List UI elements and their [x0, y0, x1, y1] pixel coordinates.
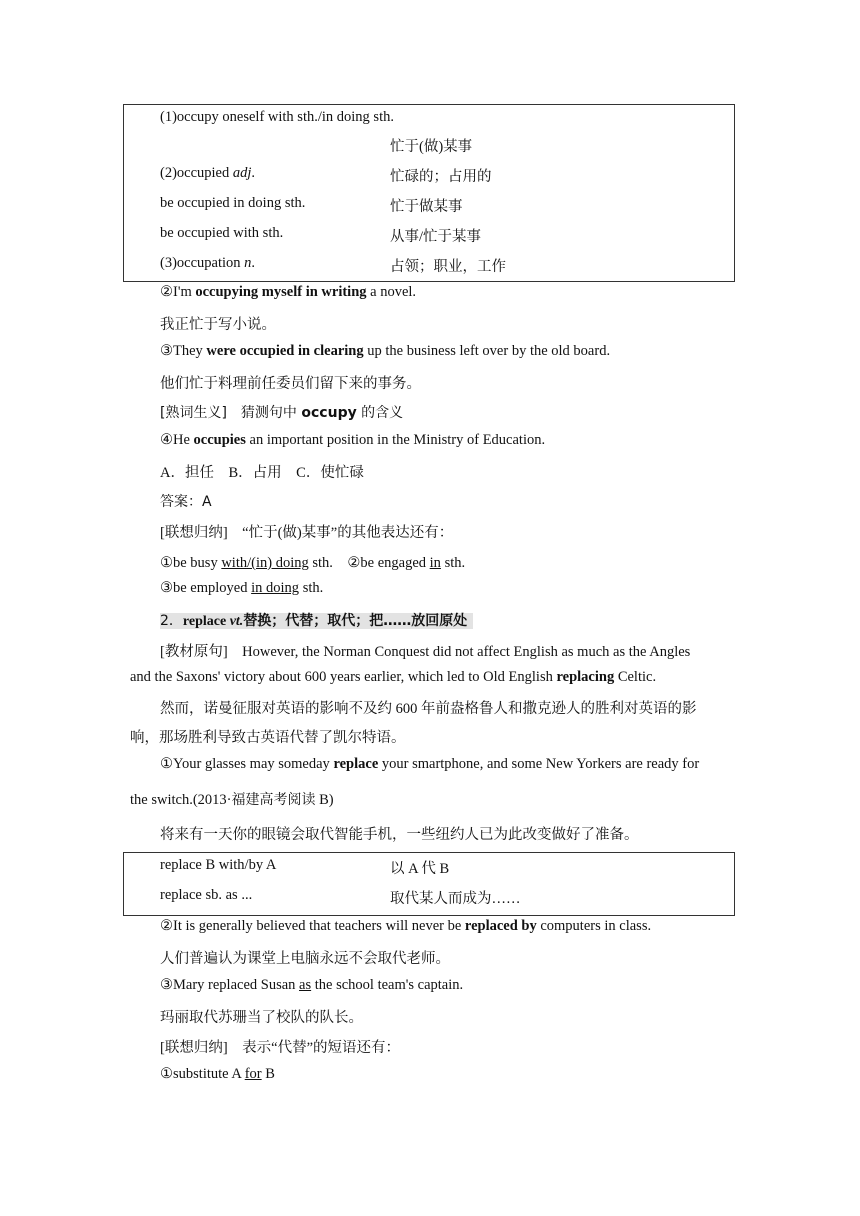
- phr1-c: sth.: [440, 555, 466, 571]
- phr2-underline: in doing: [251, 580, 300, 596]
- replace-example-1: [160, 756, 699, 773]
- lianxiang-heading-1: [160, 521, 453, 542]
- box-row-6-pos: n: [244, 255, 252, 271]
- answer: 答案：A: [160, 494, 212, 510]
- translation-line-2: 响，那场胜利导致古英语代替了凯尔特语。: [130, 730, 406, 746]
- box2-row-1-en: replace B with/by A: [160, 857, 277, 873]
- replace-example-3: [160, 977, 463, 994]
- choices: A．担任 B．占用 C．使忙碌: [160, 465, 364, 481]
- replace-example-2: [160, 918, 651, 935]
- phrase-line-3: [160, 1066, 275, 1083]
- r3-pre: ③Mary replaced Susan: [160, 977, 300, 993]
- r2-pre: ②It is generally believed that teachers will never be: [160, 918, 465, 934]
- r1-pre: ①Your glasses may someday: [160, 756, 334, 772]
- jiaocai-text-2c: Celtic.: [614, 669, 657, 685]
- lianxiang1-text: “忙于(做)某事”的其他表达还有：: [227, 525, 454, 541]
- phr1-b: sth. ②be engaged: [308, 555, 430, 571]
- lianxiang1-tag: [联想归纳]: [160, 525, 228, 541]
- phr1-underline-2: in: [429, 555, 441, 571]
- section-heading-replace: [160, 610, 473, 630]
- box2-row-1-zh: 以 A 代 B: [390, 861, 450, 877]
- lianxiang2-text: 表示“代替”的短语还有：: [227, 1040, 401, 1056]
- ex3-pre: ③They: [160, 343, 207, 359]
- box-row-4-en: be occupied in doing sth.: [160, 195, 306, 211]
- phr3-b: B: [261, 1066, 275, 1082]
- head2-pos: vt.: [229, 614, 244, 629]
- phr2-a: ③be employed: [160, 580, 252, 596]
- jiaocai-text-2a: and the Saxons' victory about 600 years earlier, which led to Old English: [130, 669, 557, 685]
- shuci-tag: [熟词生义]: [160, 405, 227, 421]
- phrase-box-occupy: [123, 104, 735, 282]
- replace-example-3-translation: 玛丽取代苏珊当了校队的队长。: [160, 1010, 363, 1026]
- replace-example-1-line-2: [130, 789, 334, 809]
- example-3-translation: 他们忙于料理前任委员们留下来的事务。: [160, 376, 421, 392]
- box2-row-2-en: replace sb. as ...: [160, 887, 253, 903]
- shuci-bold: occupy: [301, 405, 357, 421]
- r1-line2c: B): [315, 792, 334, 808]
- box-row-3-tail: .: [251, 165, 256, 181]
- ex2-pre: ②I'm: [160, 284, 196, 300]
- box-row-3-pos: adj: [232, 165, 252, 181]
- jiaocai-line-2: [130, 669, 656, 686]
- box-row-3-en: [160, 165, 255, 182]
- r3-underline: as: [299, 977, 312, 993]
- head2-num: 2．: [160, 613, 183, 629]
- phr2-b: sth.: [299, 580, 324, 596]
- phrase-box-replace: [123, 852, 735, 916]
- jiaocai-bold: replacing: [556, 669, 615, 685]
- r1-post: your smartphone, and some New Yorkers are ready for: [378, 756, 700, 772]
- r2-post: computers in class.: [536, 918, 652, 934]
- jiaocai-tag: [教材原句]: [160, 644, 228, 660]
- head2-zh: 替换；代替；取代；把……放回原处: [243, 613, 468, 629]
- lianxiang-heading-2: [160, 1036, 400, 1057]
- phrase-line-1: [160, 551, 465, 572]
- r1-line2a: the switch.(2013·: [130, 792, 232, 808]
- ex3-post: up the business left over by the old board.: [363, 343, 611, 359]
- example-2-translation: 我正忙于写小说。: [160, 317, 276, 333]
- box-row-3-word: (2)occupied: [160, 165, 233, 181]
- lianxiang2-tag: [联想归纳]: [160, 1040, 228, 1056]
- box-row-6-tail: .: [251, 255, 256, 271]
- shuci-text: 猜测句中: [226, 405, 302, 421]
- box-row-6-word: (3)occupation: [160, 255, 245, 271]
- box-row-5-en: be occupied with sth.: [160, 225, 284, 241]
- phr1-a: ①be busy: [160, 555, 222, 571]
- shuci-tail: 的含义: [356, 405, 404, 421]
- replace-example-1-translation: 将来有一天你的眼镜会取代智能手机，一些纽约人已为此改变做好了准备。: [160, 827, 639, 843]
- example-4: [160, 432, 545, 449]
- translation-line-1: 然而，诺曼征服对英语的影响不及约 600 年前盎格鲁人和撒克逊人的胜利对英语的影: [160, 701, 697, 717]
- box-row-4-zh: 忙于做某事: [390, 199, 463, 215]
- box-row-2-zh: 忙于(做)某事: [390, 139, 473, 155]
- ex3-bold: were occupied in clearing: [206, 343, 364, 359]
- r3-post: the school team's captain.: [311, 977, 464, 993]
- box-row-5-zh: 从事/忙于某事: [390, 229, 482, 245]
- phr3-underline: for: [244, 1066, 262, 1082]
- box2-row-2-zh: 取代某人而成为……: [390, 891, 521, 907]
- phrase-line-2: [160, 580, 323, 597]
- jiaocai-text-1: However, the Norman Conquest did not affect English as much as the Angles: [227, 644, 691, 660]
- replace-example-2-translation: 人们普遍认为课堂上电脑永远不会取代老师。: [160, 951, 450, 967]
- example-2: [160, 284, 416, 301]
- r2-bold: replaced by: [464, 918, 537, 934]
- ex4-post: an important position in the Ministry of Education.: [245, 432, 546, 448]
- head2-word: replace: [182, 614, 230, 629]
- ex2-post: a novel.: [366, 284, 417, 300]
- phr3-a: ①substitute A: [160, 1066, 245, 1082]
- r1-bold: replace: [333, 756, 379, 772]
- box-row-6-zh: 占领；职业，工作: [390, 259, 506, 275]
- ex4-pre: ④He: [160, 432, 194, 448]
- shuci-heading: [160, 402, 403, 422]
- ex4-bold: occupies: [193, 432, 246, 448]
- box-row-6-en: [160, 255, 255, 272]
- jiaocai-line-1: [160, 640, 690, 661]
- ex2-bold: occupying myself in writing: [195, 284, 367, 300]
- box-row-3-zh: 忙碌的；占用的: [390, 169, 492, 185]
- r1-source: 福建高考阅读: [231, 792, 316, 808]
- example-3: [160, 343, 610, 360]
- phr1-underline-1: with/(in) doing: [221, 555, 309, 571]
- box-row-1-en: (1)occupy oneself with sth./in doing sth.: [160, 109, 394, 125]
